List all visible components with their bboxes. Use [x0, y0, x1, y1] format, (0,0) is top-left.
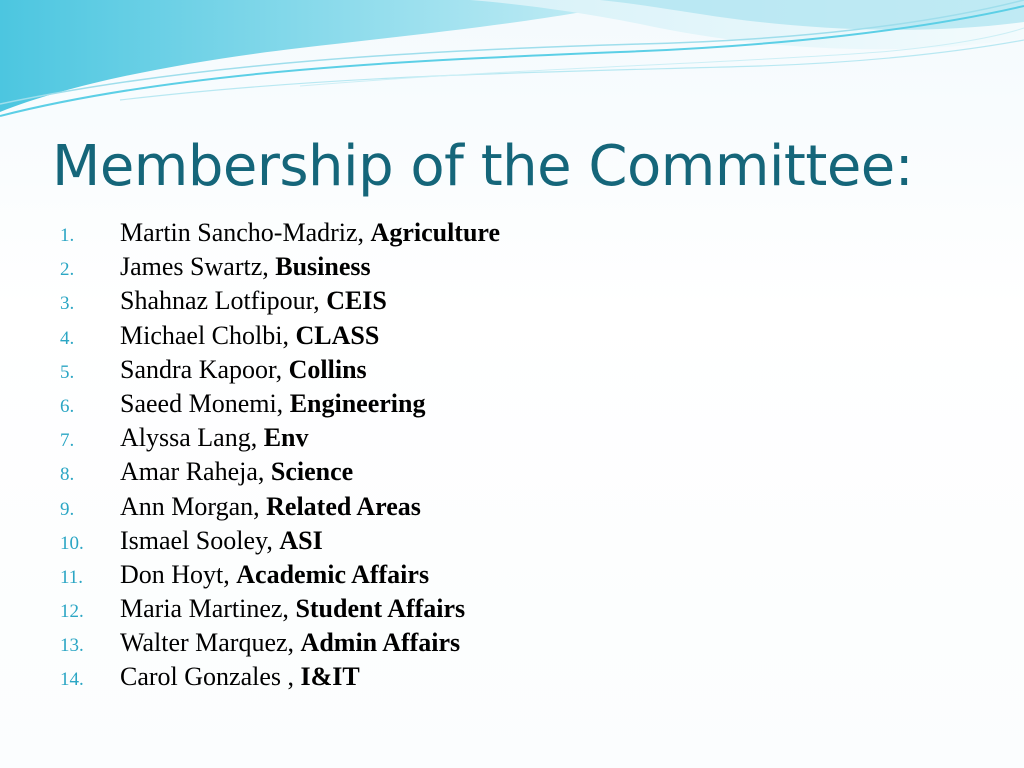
member-name: Maria Martinez, — [120, 594, 289, 624]
item-number: 3. — [60, 293, 75, 315]
list-item — [60, 284, 500, 318]
member-department: Related Areas — [266, 491, 421, 521]
list-item — [60, 592, 500, 626]
member-department: Academic Affairs — [236, 559, 430, 589]
member-department: Env — [263, 423, 309, 453]
header-wave-decoration — [0, 0, 1024, 130]
member-name: Ann Morgan, — [120, 491, 260, 521]
list-item — [60, 353, 500, 387]
item-number: 12. — [60, 601, 84, 623]
member-name: Alyssa Lang, — [120, 423, 258, 453]
member-department: CEIS — [326, 286, 387, 316]
member-list — [60, 216, 500, 695]
item-number: 9. — [60, 498, 75, 520]
item-number: 5. — [60, 361, 75, 383]
member-department: Collins — [288, 354, 367, 384]
item-number: 6. — [60, 395, 75, 417]
member-department: Student Affairs — [295, 594, 466, 624]
list-item — [60, 319, 500, 353]
list-item — [60, 387, 500, 421]
member-name: Shahnaz Lotfipour, — [120, 286, 320, 316]
item-number: 1. — [60, 225, 75, 246]
member-name: Walter Marquez, — [120, 628, 295, 658]
member-name: Carol Gonzales , — [120, 662, 295, 692]
member-department: CLASS — [295, 320, 380, 350]
list-item — [60, 626, 500, 660]
member-name: Don Hoyt, — [120, 559, 230, 589]
item-number: 11. — [60, 566, 84, 588]
list-item — [60, 250, 500, 284]
member-department: Engineering — [289, 388, 426, 418]
item-number: 13. — [60, 635, 84, 657]
member-name: Sandra Kapoor, — [120, 354, 283, 384]
member-name: Amar Raheja, — [120, 457, 265, 487]
member-department: Science — [270, 457, 354, 487]
member-department: I&IT — [300, 662, 360, 692]
item-number: 2. — [60, 259, 75, 281]
member-name: Michael Cholbi, — [120, 320, 289, 350]
member-name: James Swartz, — [120, 252, 269, 282]
member-department: ASI — [279, 525, 323, 555]
list-item — [60, 421, 500, 455]
member-department: Agriculture — [370, 218, 501, 247]
member-name: Martin Sancho-Madriz, — [120, 218, 365, 247]
list-item — [60, 216, 500, 250]
item-number: 14. — [60, 669, 84, 691]
item-number: 8. — [60, 464, 75, 486]
list-item — [60, 524, 500, 558]
item-number: 7. — [60, 430, 75, 452]
member-department: Admin Affairs — [300, 628, 461, 658]
member-department: Business — [275, 252, 371, 282]
slide-title: Membership of the Committee: — [52, 134, 914, 199]
list-item — [60, 490, 500, 524]
item-number: 4. — [60, 327, 75, 349]
item-number: 10. — [60, 532, 84, 554]
list-item — [60, 455, 500, 489]
list-item — [60, 558, 500, 592]
member-name: Saeed Monemi, — [120, 388, 284, 418]
list-item — [60, 660, 500, 694]
member-name: Ismael Sooley, — [120, 525, 273, 555]
